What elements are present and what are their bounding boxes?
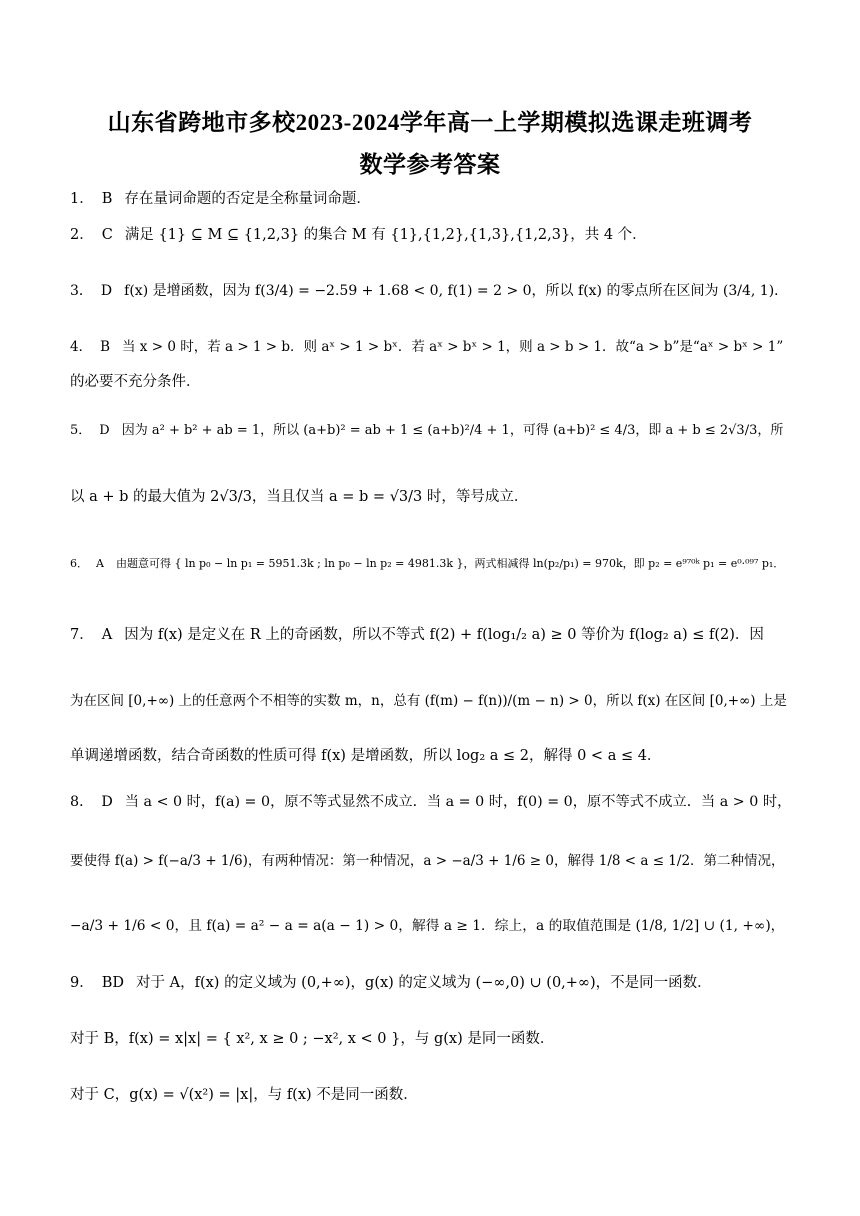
- explanation-text: 当 a < 0 时，f(a) = 0，原不等式显然不成立．当 a = 0 时，f(0) = 0，原不等式不成立．当 a > 0 时，: [124, 794, 792, 810]
- explanation-text: 要使得 f(a) > f(−a/3 + 1/6)，有两种情况：第一种情况，a > −a/3 + 1/6 ≥ 0，解得 1/8 < a ≤ 1/2．第二种情况，: [70, 853, 785, 869]
- question-number: 1．: [70, 191, 94, 207]
- answer-choice: BD: [101, 975, 125, 991]
- explanation-text: f(x) 是增函数，因为 f(3/4) = −2.59 + 1.68 < 0, f(1) = 2 > 0，所以 f(x) 的零点所在区间为 (3/4, 1)．: [124, 283, 789, 299]
- explanation-text: 满足 {1} ⊆ M ⊆ {1,2,3} 的集合 M 有 {1},{1,2},{1,3},{1,2,3}，共 4 个．: [124, 227, 647, 243]
- answer-item-4: [70, 336, 792, 358]
- answer-choice: B: [101, 191, 113, 207]
- answer-choice: D: [100, 283, 113, 299]
- answer-item-8: [70, 791, 792, 813]
- explanation-text: 对于 B，f(x) = x|x| = { x², x ≥ 0 ; −x², x < 0 }，与 g(x) 是同一函数．: [70, 1031, 555, 1047]
- explanation-text: 对于 C，g(x) = √(x²) = |x|，与 f(x) 不是同一函数．: [70, 1087, 418, 1103]
- question-number: 5．: [70, 423, 92, 438]
- document-title: 山东省跨地市多校2023-2024学年高一上学期模拟选课走班调考: [107, 110, 753, 135]
- explanation-text: 的必要不充分条件．: [70, 374, 201, 390]
- explanation-text: 由题意可得 { ln p₀ − ln p₁ = 5951.3k ; ln p₀ − ln p₂ = 4981.3k }，两式相减得 ln(p₂/p₁) = 970k，即 p₂ = e⁹⁷⁰ᵏ p₁ = e⁰·⁰⁹⁷ p₁．: [115, 557, 785, 570]
- answer-item-4-continued: [70, 371, 792, 393]
- answer-choice: C: [101, 227, 113, 243]
- answer-choice: B: [100, 339, 111, 355]
- explanation-text: 当 x > 0 时，若 a > 1 > b．则 aˣ > 1 > bˣ．若 aˣ > bˣ > 1，则 a > b > 1．故“a > b”是“aˣ > bˣ > 1”: [122, 339, 784, 355]
- document-subtitle: 数学参考答案: [359, 152, 501, 177]
- answer-item-9-c: [70, 1084, 792, 1106]
- explanation-text: −a/3 + 1/6 < 0，且 f(a) = a² − a = a(a − 1) > 0，解得 a ≥ 1．综上，a 的取值范围是 (1/8, 1/2] ∪ (1, +∞)，: [70, 918, 785, 934]
- question-number: 9．: [70, 975, 94, 991]
- explanation-text: 对于 A，f(x) 的定义域为 (0,+∞)，g(x) 的定义域为 (−∞,0) ∪ (0,+∞)，不是同一函数．: [136, 975, 712, 991]
- explanation-text: 以 a + b 的最大值为 2√3/3，当且仅当 a = b = √3/3 时，等号成立．: [70, 489, 529, 505]
- answer-item-1: [70, 188, 792, 210]
- question-number: 3．: [70, 283, 93, 299]
- answer-choice: A: [96, 557, 104, 570]
- answer-item-9: [70, 972, 792, 994]
- answer-choice: D: [99, 423, 110, 438]
- answer-item-3: [70, 280, 792, 302]
- answer-item-7: [70, 624, 792, 646]
- explanation-text: 存在量词命题的否定是全称量词命题．: [124, 191, 371, 207]
- answer-item-8-continued: [70, 850, 792, 872]
- question-number: 6．: [70, 557, 88, 570]
- answer-item-5-continued: [70, 486, 792, 508]
- answer-item-2: [70, 224, 792, 246]
- explanation-text: 因为 f(x) 是定义在 R 上的奇函数，所以不等式 f(2) + f(log₁/₂ a) ≥ 0 等价为 f(log₂ a) ≤ f(2)．因: [124, 627, 764, 643]
- answer-item-9-b: [70, 1028, 792, 1050]
- explanation-text: 单调递增函数，结合奇函数的性质可得 f(x) 是增函数，所以 log₂ a ≤ 2，解得 0 < a ≤ 4．: [70, 748, 662, 764]
- explanation-text: 为在区间 [0,+∞) 上的任意两个不相等的实数 m，n，总有 (f(m) − f(n))/(m − n) > 0，所以 f(x) 在区间 [0,+∞) 上是: [70, 693, 787, 709]
- question-number: 2．: [70, 227, 94, 243]
- answer-item-8-continued-2: [70, 915, 792, 937]
- question-number: 8．: [70, 794, 94, 810]
- answer-item-7-continued-2: [70, 745, 792, 767]
- answer-choice: A: [101, 627, 113, 643]
- answer-item-6: [70, 553, 792, 575]
- answer-choice: D: [101, 794, 113, 810]
- answer-item-7-continued: [70, 690, 792, 712]
- question-number: 4．: [70, 339, 93, 355]
- explanation-text: 因为 a² + b² + ab = 1，所以 (a+b)² = ab + 1 ≤ (a+b)²/4 + 1，可得 (a+b)² ≤ 4/3，即 a + b ≤ 2√3/3，所: [121, 423, 784, 438]
- answer-item-5: [70, 420, 792, 442]
- question-number: 7．: [70, 627, 94, 643]
